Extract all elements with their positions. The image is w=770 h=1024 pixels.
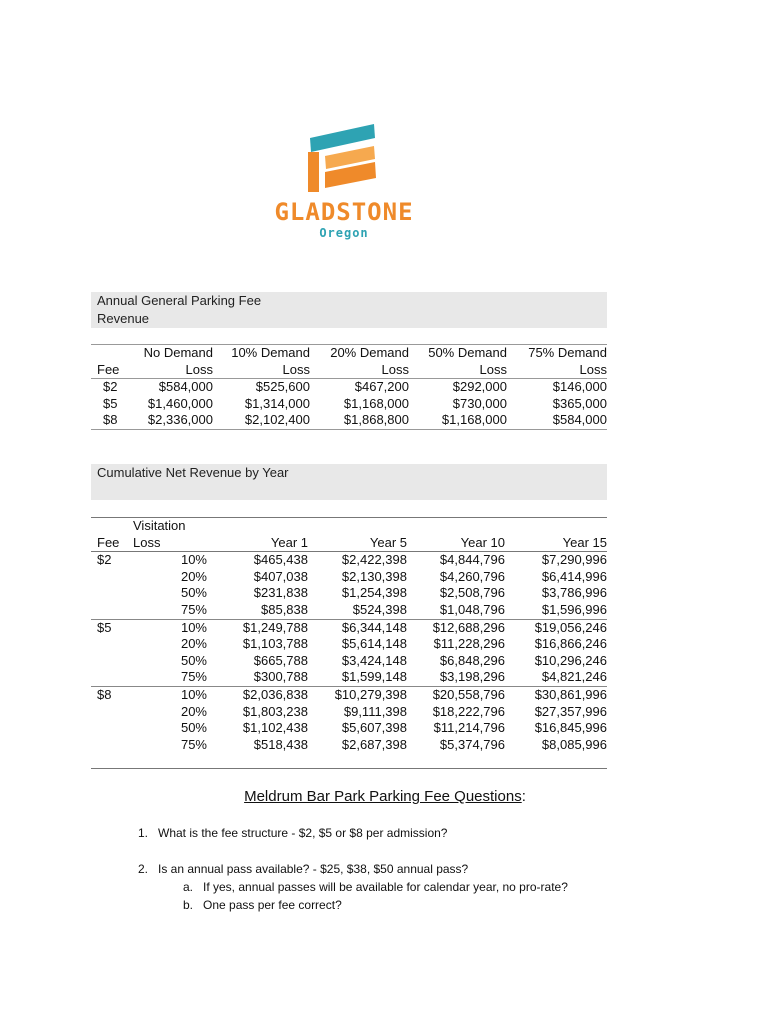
table-row (91, 379, 607, 396)
net-revenue-cell: $4,844,796 (439, 552, 505, 568)
gladstone-logo (272, 122, 416, 242)
question-2: 2. Is an annual pass available? - $25, $38, $50 annual pass? (138, 862, 469, 876)
table-row (91, 552, 607, 569)
net-revenue-cell: $5,607,398 (341, 720, 407, 736)
table-row (91, 737, 607, 754)
col-header: Year 15 (505, 518, 607, 552)
net-revenue-cell: $6,344,148 (308, 619, 407, 636)
net-revenue-cell: $300,788 (253, 669, 308, 685)
cumulative-revenue-heading: Cumulative Net Revenue by Year (91, 464, 607, 500)
table-row (91, 585, 607, 602)
fee-cell (91, 653, 131, 670)
table-row (91, 636, 607, 653)
table-row (91, 704, 607, 721)
fee-cell (91, 669, 131, 686)
net-revenue-cell: $2,130,398 (341, 568, 407, 584)
net-revenue-cell: $4,260,796 (439, 568, 505, 584)
visitation-loss-cell: 10% (131, 686, 211, 703)
net-revenue-cell: $518,438 (253, 736, 308, 752)
net-revenue-cell: $27,357,996 (534, 703, 607, 719)
logo-subtitle: Oregon (319, 226, 369, 240)
visitation-loss-cell: 75% (180, 736, 207, 752)
net-revenue-cell: $8,085,996 (541, 736, 607, 752)
table-row (91, 619, 607, 636)
visitation-loss-cell: 50% (180, 720, 207, 736)
net-revenue-cell: $524,398 (352, 601, 407, 617)
col-header: Fee (91, 518, 131, 552)
net-revenue-cell: $1,803,238 (242, 703, 308, 719)
revenue-cell: $1,168,000 (409, 412, 507, 429)
net-revenue-cell: $1,249,788 (211, 619, 308, 636)
question-1: 1. What is the fee structure - $2, $5 or $8 per admission? (138, 826, 448, 840)
fee-cell (91, 720, 131, 737)
net-revenue-cell: $6,414,996 (541, 568, 607, 584)
revenue-cell: $1,460,000 (147, 395, 213, 411)
net-revenue-cell: $407,038 (253, 568, 308, 584)
col-header: Year 1 (211, 518, 308, 552)
revenue-cell: $146,000 (552, 379, 607, 395)
net-revenue-cell: $11,228,296 (433, 636, 505, 652)
annual-header-row (91, 345, 607, 379)
net-revenue-cell: $11,214,796 (433, 720, 505, 736)
visitation-loss-cell: 50% (180, 585, 207, 601)
net-revenue-cell: $1,596,996 (541, 601, 607, 617)
visitation-loss-cell: 75% (180, 601, 207, 617)
fee-cell: $2 (103, 379, 118, 395)
col-header: 20% Demand Loss (310, 345, 409, 379)
table-row (91, 412, 607, 429)
table-row (91, 669, 607, 686)
col-header: Visitation Loss (131, 518, 211, 552)
logo-name: GLADSTONE (274, 198, 414, 226)
col-header: Fee (91, 345, 123, 379)
net-revenue-cell: $5,614,148 (341, 636, 407, 652)
revenue-cell: $1,314,000 (244, 395, 310, 411)
col-header: 50% Demand Loss (409, 345, 507, 379)
revenue-cell: $1,168,000 (343, 395, 409, 411)
fee-cell: $2 (97, 552, 112, 568)
fee-cell: $5 (91, 619, 131, 636)
net-revenue-cell: $6,848,296 (439, 652, 505, 668)
revenue-cell: $467,200 (354, 379, 409, 395)
net-revenue-cell: $30,861,996 (505, 686, 607, 703)
visitation-loss-cell: 50% (180, 652, 207, 668)
net-revenue-cell: $465,438 (253, 552, 308, 568)
net-revenue-cell: $10,296,246 (534, 652, 607, 668)
table-row (91, 720, 607, 737)
fee-cell (91, 704, 131, 721)
table-row (91, 686, 607, 703)
fee-cell: $8 (91, 686, 131, 703)
annual-revenue-heading: Annual General Parking Fee Revenue (91, 292, 607, 328)
col-header: 75% Demand Loss (507, 345, 607, 379)
fee-cell: $8 (91, 412, 123, 429)
revenue-cell: $525,600 (255, 379, 310, 395)
net-revenue-cell: $16,866,246 (534, 636, 607, 652)
visitation-loss-cell: 20% (180, 636, 207, 652)
net-revenue-cell: $3,424,148 (341, 652, 407, 668)
net-revenue-cell: $665,788 (253, 652, 308, 668)
net-revenue-cell: $2,687,398 (341, 736, 407, 752)
net-revenue-cell: $2,036,838 (211, 686, 308, 703)
annual-revenue-table (91, 344, 607, 430)
net-revenue-cell: $85,838 (261, 601, 308, 617)
col-header: 10% Demand Loss (213, 345, 310, 379)
revenue-cell: $365,000 (552, 395, 607, 411)
net-revenue-cell: $1,048,796 (439, 601, 505, 617)
revenue-cell: $1,868,800 (310, 412, 409, 429)
revenue-cell: $2,336,000 (123, 412, 213, 429)
net-revenue-cell: $16,845,996 (534, 720, 607, 736)
net-revenue-cell: $231,838 (253, 585, 308, 601)
col-header: Year 5 (308, 518, 407, 552)
net-revenue-cell: $2,508,796 (439, 585, 505, 601)
gladstone-logo-mark (308, 122, 380, 192)
net-revenue-cell: $3,198,296 (439, 669, 505, 685)
net-revenue-cell: $1,103,788 (242, 636, 308, 652)
revenue-cell: $2,102,400 (213, 412, 310, 429)
revenue-cell: $730,000 (452, 395, 507, 411)
visitation-loss-cell: 10% (180, 552, 207, 568)
visitation-loss-cell: 20% (180, 568, 207, 584)
revenue-cell: $584,000 (507, 412, 607, 429)
net-revenue-cell: $18,222,796 (432, 703, 505, 719)
cumulative-header-row (91, 518, 607, 552)
net-revenue-cell: $1,599,148 (341, 669, 407, 685)
visitation-loss-cell: 10% (131, 619, 211, 636)
visitation-loss-cell: 75% (180, 669, 207, 685)
fee-cell (91, 569, 131, 586)
net-revenue-cell: $12,688,296 (407, 619, 505, 636)
table-row (91, 396, 607, 413)
net-revenue-cell: $20,558,796 (407, 686, 505, 703)
fee-cell: $5 (103, 395, 118, 411)
fee-cell (91, 585, 131, 602)
net-revenue-cell: $5,374,796 (439, 736, 505, 752)
questions-title: Meldrum Bar Park Parking Fee Questions: (244, 788, 526, 805)
cumulative-revenue-table (91, 517, 607, 753)
fee-cell (91, 636, 131, 653)
net-revenue-cell: $1,254,398 (341, 585, 407, 601)
col-header: No Demand Loss (123, 345, 213, 379)
revenue-cell: $292,000 (452, 379, 507, 395)
net-revenue-cell: $9,111,398 (343, 703, 407, 719)
net-revenue-cell: $19,056,246 (505, 619, 607, 636)
revenue-cell: $584,000 (158, 379, 213, 395)
net-revenue-cell: $7,290,996 (541, 552, 607, 568)
visitation-loss-cell: 20% (180, 703, 207, 719)
net-revenue-cell: $3,786,996 (541, 585, 607, 601)
question-2a: a. If yes, annual passes will be available for calendar year, no pro-rate? (183, 880, 568, 894)
net-revenue-cell: $4,821,246 (541, 669, 607, 685)
question-2b: b. One pass per fee correct? (183, 898, 342, 912)
table-bottom-rule (91, 768, 607, 769)
fee-cell (91, 737, 131, 754)
col-header: Year 10 (407, 518, 505, 552)
net-revenue-cell: $1,102,438 (242, 720, 308, 736)
table-row (91, 653, 607, 670)
net-revenue-cell: $10,279,398 (308, 686, 407, 703)
net-revenue-cell: $2,422,398 (341, 552, 407, 568)
fee-cell (91, 602, 131, 619)
table-row (91, 602, 607, 619)
table-row (91, 569, 607, 586)
